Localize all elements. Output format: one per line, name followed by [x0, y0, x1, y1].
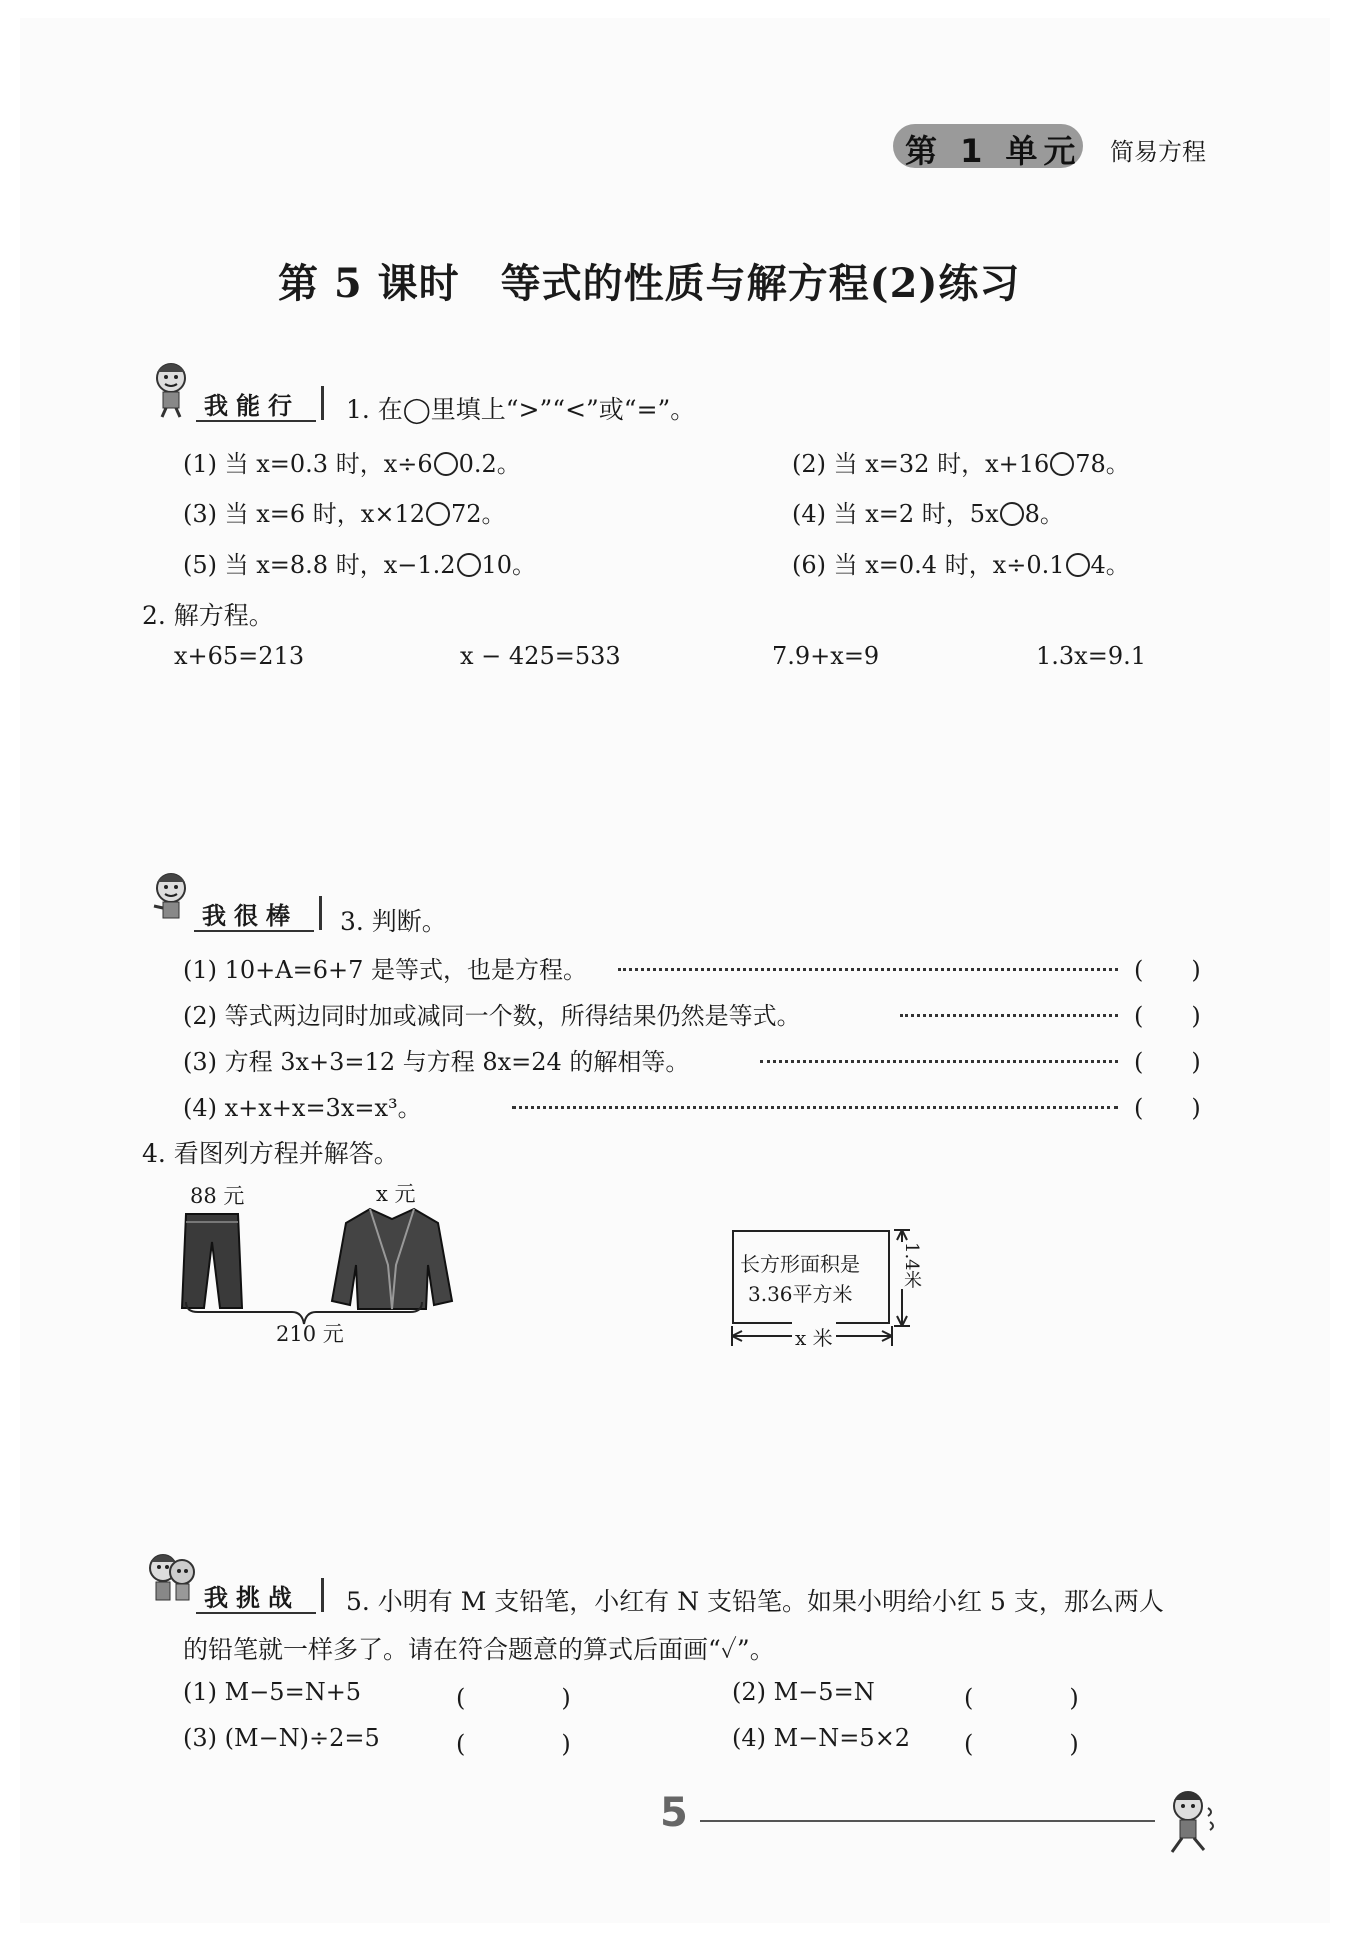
unit-topic: 简易方程	[1110, 138, 1206, 166]
leader-dots	[900, 1014, 1118, 1017]
answer-circle[interactable]	[434, 452, 458, 476]
answer-circle[interactable]	[426, 502, 450, 526]
q1-item-5: (5) 当 x=8.8 时，x−1.2 10。	[183, 551, 537, 579]
leader-dots	[760, 1060, 1118, 1063]
answer-circle[interactable]	[1000, 502, 1024, 526]
q3-item-4: (4) x+x+x=3x=x³。	[183, 1094, 422, 1122]
section-badge-1	[196, 386, 316, 422]
q4-prompt: 4. 看图列方程并解答。	[142, 1139, 399, 1168]
answer-circle[interactable]	[1066, 553, 1090, 577]
pants-price: 88 元	[190, 1184, 245, 1208]
unit-title: 第 1 单元	[905, 132, 1082, 170]
q3-answer-1[interactable]: ( )	[1134, 956, 1201, 984]
q5-item-3: (3) (M−N)÷2=5	[183, 1724, 380, 1752]
q3-prompt: 3. 判断。	[340, 907, 447, 936]
mascot-girl-icon	[148, 360, 194, 418]
mascot-running-icon	[1160, 1788, 1220, 1858]
rect-area-label-1: 长方形面积是	[740, 1252, 860, 1276]
q1-item-6: (6) 当 x=0.4 时，x÷0.1 4。	[792, 551, 1130, 579]
q3-answer-3[interactable]: ( )	[1134, 1048, 1201, 1076]
q2-equation-4: 1.3x=9.1	[1036, 642, 1146, 670]
section-badge-2-label: 我很棒	[202, 902, 298, 930]
pants-icon	[180, 1212, 244, 1312]
q1-prompt: 1. 在◯里填上“>”“<”或“=”。	[346, 395, 696, 424]
q5-item-1: (1) M−5=N+5	[183, 1678, 362, 1706]
answer-circle[interactable]	[1050, 452, 1074, 476]
q1-item-2: (2) 当 x=32 时，x+16 78。	[792, 450, 1130, 478]
q5-item-2: (2) M−5=N	[732, 1678, 875, 1706]
q2-equation-3: 7.9+x=9	[772, 642, 880, 670]
jacket-icon	[330, 1205, 454, 1311]
q5-prompt-line-1: 5. 小明有 M 支铅笔，小红有 N 支铅笔。如果小明给小红 5 支，那么两人	[346, 1587, 1164, 1616]
q2-equation-1: x+65=213	[174, 642, 305, 670]
q5-answer-1[interactable]: ( )	[456, 1684, 571, 1712]
leader-dots	[618, 968, 1118, 971]
leader-dots	[512, 1106, 1118, 1109]
section-badge-3-label: 我挑战	[204, 1584, 300, 1612]
section-badge-2	[194, 896, 314, 932]
q3-answer-2[interactable]: ( )	[1134, 1002, 1201, 1030]
section-badge-1-label: 我能行	[204, 392, 300, 420]
q5-item-4: (4) M−N=5×2	[732, 1724, 911, 1752]
answer-circle[interactable]	[457, 553, 481, 577]
rect-width-label: x 米	[792, 1322, 836, 1351]
footer-rule	[700, 1820, 1155, 1822]
q3-item-1: (1) 10+A=6+7 是等式，也是方程。	[183, 956, 587, 984]
mascot-pair-icon	[146, 1550, 198, 1608]
q2-prompt: 2. 解方程。	[142, 601, 274, 630]
q2-equation-2: x − 425=533	[460, 642, 621, 670]
total-price: 210 元	[276, 1322, 344, 1346]
q3-item-2: (2) 等式两边同时加或减同一个数，所得结果仍然是等式。	[183, 1002, 801, 1030]
q1-item-3: (3) 当 x=6 时，x×12 72。	[183, 500, 506, 528]
q5-answer-4[interactable]: ( )	[964, 1730, 1079, 1758]
section-badge-3	[196, 1578, 316, 1614]
rectangle-shape	[732, 1230, 890, 1324]
rect-height-label: 1.4米	[898, 1242, 924, 1289]
q5-answer-2[interactable]: ( )	[964, 1684, 1079, 1712]
q5-prompt-line-2: 的铅笔就一样多了。请在符合题意的算式后面画“✓”。	[183, 1635, 775, 1664]
q5-answer-3[interactable]: ( )	[456, 1730, 571, 1758]
page-number: 5	[660, 1790, 688, 1836]
lesson-title: 第 5 课时 等式的性质与解方程(2)练习	[278, 260, 1021, 307]
q1-item-1: (1) 当 x=0.3 时，x÷6 0.2。	[183, 450, 521, 478]
q3-answer-4[interactable]: ( )	[1134, 1094, 1201, 1122]
q1-item-4: (4) 当 x=2 时，5x 8。	[792, 500, 1064, 528]
rect-area-label-2: 3.36平方米	[748, 1282, 853, 1306]
q3-item-3: (3) 方程 3x+3=12 与方程 8x=24 的解相等。	[183, 1048, 690, 1076]
mascot-girl-icon	[148, 870, 194, 928]
jacket-price: x 元	[376, 1182, 416, 1206]
